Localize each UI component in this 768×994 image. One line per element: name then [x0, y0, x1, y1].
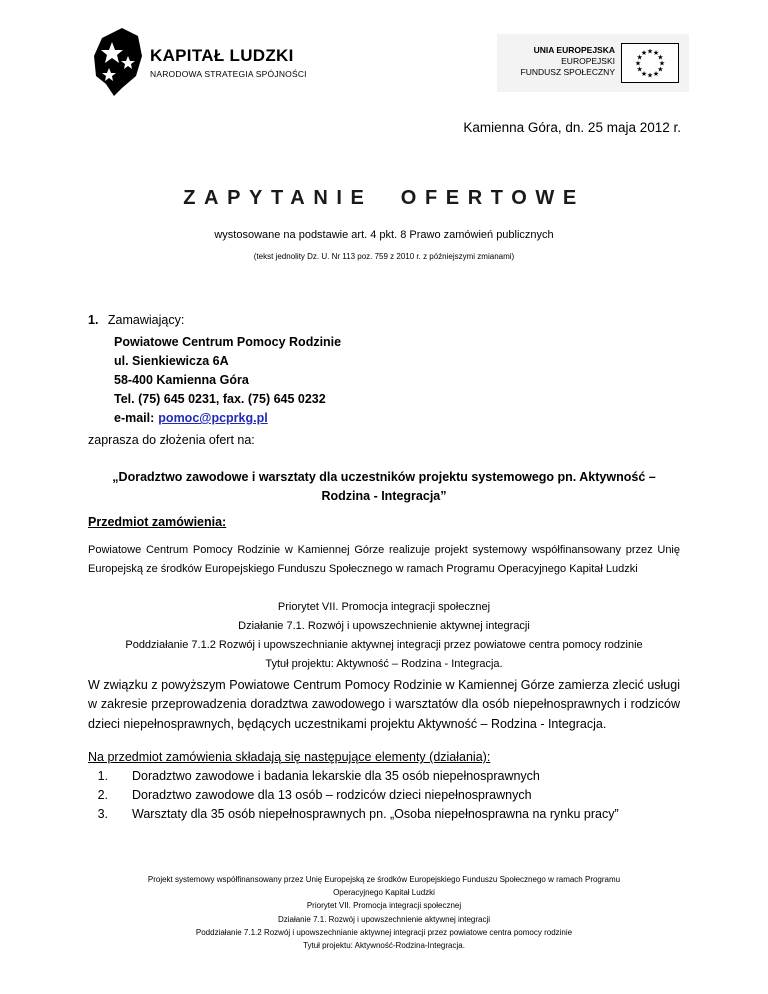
list-item-number: 1. [97, 769, 108, 783]
kapital-ludzki-subtitle: NARODOWA STRATEGIA SPÓJNOŚCI [150, 69, 307, 79]
contractor-address [114, 333, 341, 428]
subject-heading: Przedmiot zamówienia: [88, 515, 227, 529]
email-link[interactable]: pomoc@pcprkg.pl [158, 411, 268, 425]
measure-line: Działanie 7.1. Rozwój i upowszechnienie aktywnej integracji [238, 620, 530, 632]
footer-line: Poddziałanie 7.1.2 Rozwój i upowszechnianie aktywnej integracji przez powiatowe centra pomocy rodzinie [195, 927, 573, 937]
project-description: Powiatowe Centrum Pomocy Rodzinie w Kamiennej Górze realizuje projekt systemowy współfinansowany przez Unię Europejską ze środków Europejskiego Funduszu Społecznego w ramach Programu Operacyjnego Kapitał Ludzki [88, 544, 680, 575]
priority-line: Priorytet VII. Promocja integracji społecznej [277, 601, 491, 613]
eu-logo-line3: FUNDUSZ SPOŁECZNY [520, 67, 615, 77]
list-item-text: Warsztaty dla 35 osób niepełnosprawnych pn. „Osoba niepełnosprawna na rynku pracy” [132, 807, 619, 821]
kapital-ludzki-logo [92, 26, 322, 98]
eu-star-icon: ★ [646, 72, 654, 80]
address-line: 58-400 Kamienna Góra [114, 373, 249, 387]
eu-star-icon: ★ [652, 70, 660, 78]
email-line [114, 409, 341, 428]
document-subtitle: wystosowane na podstawie art. 4 pkt. 8 Prawo zamówień publicznych [214, 229, 554, 241]
list-item-number: 2. [97, 788, 108, 802]
eu-logo-line1: UNIA EUROPEJSKA [533, 45, 615, 55]
document-title: ZAPYTANIE OFERTOWE [183, 187, 585, 209]
address-line: Tel. (75) 645 0231, fax. (75) 645 0232 [114, 392, 326, 406]
project-quote [88, 468, 680, 506]
kapital-ludzki-emblem-icon [92, 26, 144, 98]
eu-logo-text [521, 45, 615, 78]
project-priority-block [88, 598, 680, 674]
list-item [88, 767, 619, 786]
project-title-line: Tytuł projektu: Aktywność – Rodzina - Integracja. [265, 658, 503, 670]
section-1-heading [88, 313, 184, 327]
eu-logo [497, 34, 689, 92]
eu-flag-icon [621, 43, 679, 83]
eu-star-icon: ★ [657, 66, 664, 74]
list-item [88, 805, 619, 824]
list-item-text: Doradztwo zawodowe dla 13 osób – rodziców dzieci niepełnosprawnych [132, 788, 532, 802]
invite-text: zaprasza do złożenia ofert na: [88, 433, 255, 447]
address-line: ul. Sienkiewicza 6A [114, 354, 229, 368]
list-item [88, 786, 619, 805]
footer-line: Priorytet VII. Promocja integracji społecznej [306, 901, 462, 911]
document-date: Kamienna Góra, dn. 25 maja 2012 r. [463, 120, 681, 135]
project-quote-line1: „Doradztwo zawodowe i warsztaty dla uczestników projektu systemowego pn. Aktywność – [112, 470, 656, 484]
eu-star-icon: ★ [634, 60, 642, 68]
project-quote-line2: Rodzina - Integracja” [321, 489, 447, 503]
eu-star-icon: ★ [640, 70, 648, 78]
eu-star-icon: ★ [658, 60, 666, 68]
list-item-text: Doradztwo zawodowe i badania lekarskie dla 35 osób niepełnosprawnych [132, 769, 540, 783]
footer-line: Projekt systemowy współfinansowany przez Unię Europejską ze środków Europejskiego Funduszu Społecznego w ramach Programu [147, 875, 621, 884]
list-item-number: 3. [97, 807, 108, 821]
eu-star-icon: ★ [646, 48, 654, 56]
order-description: W związku z powyższym Powiatowe Centrum Pomocy Rodzinie w Kamiennej Górze zamierza zlecić usługi w zakresie przeprowadzenia doradztwa zawodowego i warsztatów dla osób niepełnosprawnych i rodziców dzieci niepełnosprawnych, będących uczestnikami projektu Aktywność – Rodzina - Integracja. [88, 678, 680, 731]
page-footer [0, 873, 768, 952]
submeasure-line: Poddziałanie 7.1.2 Rozwój i upowszechnianie aktywnej integracji przez powiatowe centra pomocy rodzinie [125, 639, 643, 651]
eu-logo-line2: EUROPEJSKI [561, 56, 615, 66]
email-label: e-mail: [114, 411, 155, 425]
document-subnote: (tekst jednolity Dz. U. Nr 113 poz. 759 z 2010 r. z późniejszymi zmianami) [253, 252, 515, 261]
footer-line: Tytuł projektu: Aktywność-Rodzina-Integracja. [303, 941, 465, 951]
section-1-number: 1. [88, 313, 99, 327]
kapital-ludzki-title: KAPITAŁ LUDZKI [150, 46, 294, 65]
eu-star-icon: ★ [636, 66, 643, 74]
order-elements [88, 748, 619, 824]
address-line: Powiatowe Centrum Pomocy Rodzinie [114, 335, 342, 349]
footer-line: Działanie 7.1. Rozwój i upowszechnienie aktywnej integracji [277, 914, 491, 924]
footer-line: Operacyjnego Kapitał Ludzki [333, 888, 435, 898]
eu-star-icon: ★ [657, 54, 664, 62]
eu-star-icon: ★ [636, 54, 643, 62]
section-1-label: Zamawiający: [107, 313, 185, 327]
order-elements-heading: Na przedmiot zamówienia składają się następujące elementy (działania): [88, 750, 491, 764]
eu-star-icon: ★ [652, 50, 660, 58]
eu-star-icon: ★ [640, 50, 648, 58]
